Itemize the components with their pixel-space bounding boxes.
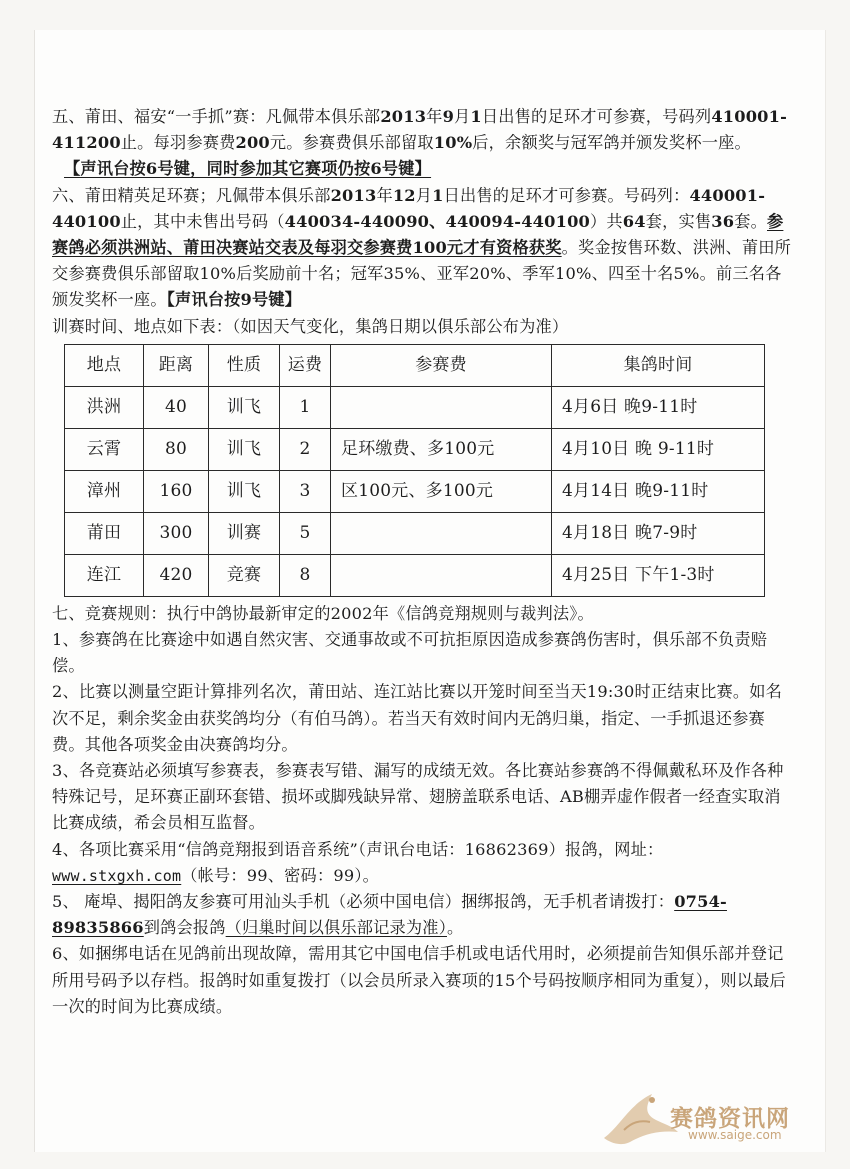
header-type: 性质 [209,344,280,386]
section-5 [52,104,792,156]
site-watermark [600,1086,810,1150]
section-5-text: 月 [454,107,471,126]
table-row [65,470,765,512]
section-5-month: 9 [442,107,455,126]
rule-5-text: 5、 庵埠、揭阳鸽友参赛可用汕头手机（必须中国电信）捆绑报鸽，无手机者请拨打： [52,892,675,912]
header-collect-time: 集鸽时间 [552,344,765,386]
section-6-count-unsold: 64 [622,211,646,231]
table-row [65,428,765,470]
rule-6: 6、如捆绑电话在见鸽前出现故障，需用其它中国电信手机或电话代用时，必须提前告知俱乐部并登记所用号码予以存档。报鸽时如重复拨打（以会员所录入赛项的15个号码按顺序相同为重复），则以最后一次的时间为比赛成绩。 [52,944,786,1016]
section-5-text: 日出售的足环才可参赛，号码列 [481,107,712,126]
rule-3: 3、各竞赛站必须填写参赛表，参赛表写错、漏写的成绩无效。各比赛站参赛鸽不得佩戴私环及作各种特殊记号，足环赛正副环套错、损坏或脚残缺异常、翅膀盖联系电话、AB棚弄虚作假者一经查实取消比赛成绩，希会员相互监督。 [52,761,784,833]
rule-5-phone: 0754-89835866 [52,892,727,938]
cell-freight: 5 [280,512,331,554]
header-distance: 距离 [144,344,209,386]
header-freight: 运费 [280,344,331,386]
section-6-text: 止，其中未售出号码（ [120,211,285,231]
header-location: 地点 [65,344,144,386]
watermark-text: 赛鸽资讯网 [670,1106,790,1132]
section-6-qualification: 参赛鸽必须洪洲站、莆田决赛站交表及每羽交参赛费100元才有资格获奖 [52,211,784,258]
cell-collect-time: 4月25日 下午1-3时 [552,554,765,596]
cell-type: 训飞 [209,386,280,428]
section-6-count-sold: 36 [711,211,735,231]
table-header-row [65,344,765,386]
cell-location: 漳州 [65,470,144,512]
cell-distance: 300 [144,512,209,554]
rule-4-text: 4、各项比赛采用“信鸽竞翔报到语音系统”（声讯台电话：16862369）报鸽，网址： [52,839,664,859]
cell-freight: 2 [280,428,331,470]
cell-freight: 8 [280,554,331,596]
cell-entry-fee [331,386,552,428]
section-5-text: 元。参赛费俱乐部留取 [269,133,434,153]
section-6-year: 2013 [330,185,377,205]
cell-distance: 160 [144,470,209,512]
rule-1: 1、参赛鸽在比赛途中如遇自然灾害、交通事故或不可抗拒原因造成参赛鸽伤害时，俱乐部不负责赔偿。 [52,630,768,676]
rules-heading: 七、竞赛规则：执行中鸽协最新审定的2002年《信鸽竞翔规则与裁判法》。 [52,603,594,623]
table-row [65,386,765,428]
cell-type: 竞赛 [209,554,280,596]
cell-location: 莆田 [65,512,144,554]
schedule-intro: 训赛时间、地点如下表：（如因天气变化，集鸽日期以俱乐部公布为准） [52,316,569,336]
cell-distance: 420 [144,554,209,596]
section-5-day: 1 [470,107,482,126]
document-body [52,104,792,1020]
cell-collect-time: 4月14日 晚9-11时 [552,470,765,512]
pigeon-logo-icon [600,1086,680,1150]
cell-collect-time: 4月10日 晚 9-11时 [552,428,765,470]
section-6-text: 套。 [734,211,767,231]
section-5-prefix: 五、莆田、福安“一手抓”赛：凡佩带本俱乐部 [52,107,381,126]
cell-entry-fee: 足环缴费、多100元 [331,428,552,470]
rule-5-text: 到鸽会报鸽 [143,918,226,938]
section-6-month: 12 [392,185,416,205]
section-5-text: 年 [426,107,443,126]
cell-entry-fee [331,512,552,554]
table-row [65,554,765,596]
rule-5-text: 。 [446,918,464,938]
section-5-text: 止。每羽参赛费 [120,133,236,153]
cell-location: 洪洲 [65,386,144,428]
section-5-year: 2013 [380,107,427,126]
cell-freight: 1 [280,386,331,428]
rule-5 [52,889,792,941]
schedule-table [64,344,765,597]
rule-4-account: （帐号：99、密码：99）。 [181,865,380,885]
section-6-prizes: 。奖金按售环数、洪洲、莆田所交参赛费俱乐部留取10%后奖励前十名；冠军35%、亚军20%、季军10%、四至十名5%。前三名各颁发奖杯一座。 [52,238,792,310]
cell-type: 训飞 [209,470,280,512]
cell-entry-fee: 区100元、多100元 [331,470,552,512]
section-6-unsold: 440034-440090、440094-440100 [284,211,590,231]
cell-collect-time: 4月6日 晚9-11时 [552,386,765,428]
section-5-range: 410001-411200 [52,107,788,153]
rule-2: 2、比赛以测量空距计算排列名次，莆田站、连江站比赛以开笼时间至当天19:30时正结束比赛。如名次不足，剩余奖金由获奖鸽均分（有伯马鸽）。若当天有效时间内无鸽归巢，指定、一手抓退还参赛费。其他各项奖金由决赛鸽均分。 [52,682,783,754]
section-5-fee: 200 [235,133,270,153]
section-6-prefix: 六、莆田精英足环赛；凡佩带本俱乐部 [52,185,331,205]
cell-collect-time: 4月18日 晚7-9时 [552,512,765,554]
cell-distance: 80 [144,428,209,470]
section-5-text: 后，余额奖与冠军鸽并颁发奖杯一座。 [472,133,751,153]
section-6-text: ）共 [590,211,623,231]
section-6 [52,183,792,314]
header-entry-fee: 参赛费 [331,344,552,386]
section-6-text: 月 [415,185,433,205]
section-6-range: 440001-440100 [52,185,766,231]
cell-entry-fee [331,554,552,596]
cell-location: 连江 [65,554,144,596]
rule-4 [52,837,792,889]
section-6-text: 套，实售 [645,211,712,231]
cell-type: 训赛 [209,512,280,554]
section-5-voice: 【声讯台按6号键，同时参加其它赛项仍按6号键】 [64,159,432,179]
section-6-day: 1 [432,185,444,205]
cell-type: 训飞 [209,428,280,470]
section-5-pct: 10% [433,133,473,153]
section-6-text: 年 [376,185,393,205]
cell-distance: 40 [144,386,209,428]
rule-4-website-link[interactable]: www.stxgxh.com [52,866,182,885]
section-6-voice: 【声讯台按9号键】 [166,290,302,310]
cell-freight: 3 [280,470,331,512]
cell-location: 云霄 [65,428,144,470]
watermark-url: www.saige.com [688,1128,782,1142]
section-6-text: 日出售的足环才可参赛。号码列： [443,185,690,205]
rule-5-note: （归巢时间以俱乐部记录为准） [225,918,447,938]
section-5-voice-note [52,156,792,182]
table-row [65,512,765,554]
